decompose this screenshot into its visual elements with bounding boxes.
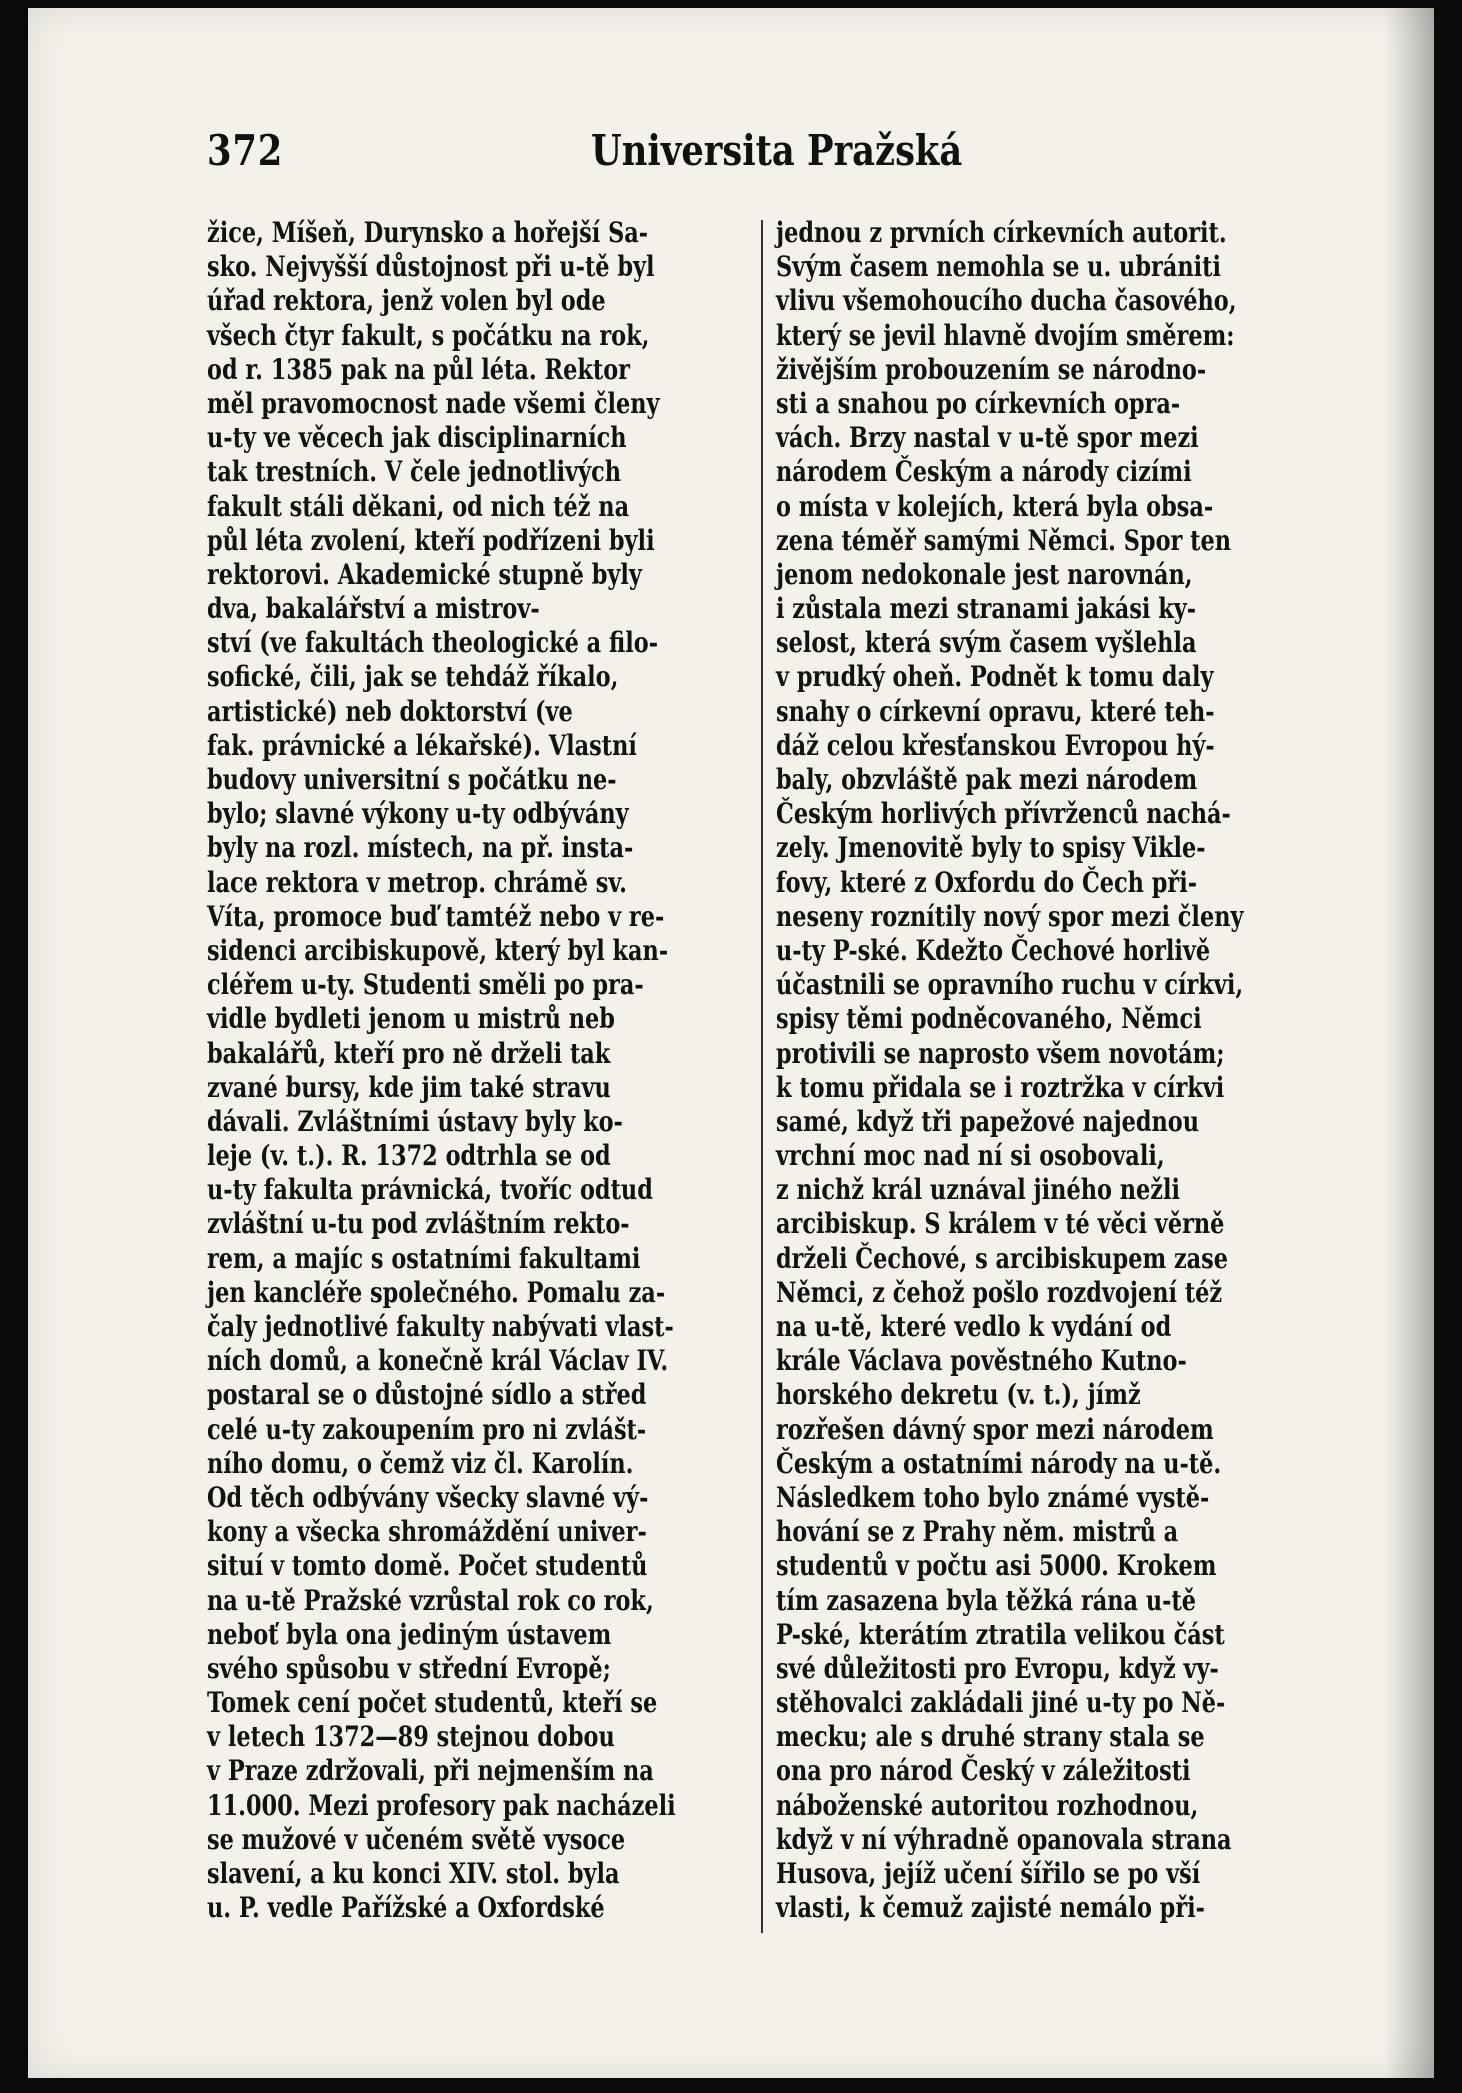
text-line: snahy o církevní opravu, které teh- bbox=[776, 694, 1215, 728]
text-line: vlasti, k čemuž zajisté nemálo při- bbox=[776, 1891, 1205, 1925]
text-line: hování se z Prahy něm. mistrů a bbox=[776, 1515, 1179, 1549]
text-line: vách. Brzy nastal v u-tě spor mezi bbox=[776, 421, 1199, 455]
text-line: v letech 1372—89 stejnou dobou bbox=[207, 1720, 615, 1754]
text-line: v prudký oheň. Podnět k tomu daly bbox=[776, 660, 1214, 694]
text-line: který se jevil hlavně dvojím směrem: bbox=[776, 318, 1235, 352]
text-line: v Praze zdržovali, při nejmenším na bbox=[207, 1754, 654, 1788]
text-line: samé, když tři papežové najednou bbox=[776, 1104, 1199, 1138]
text-line: 11.000. Mezi profesory pak nacházeli bbox=[207, 1788, 676, 1822]
left-column bbox=[207, 216, 793, 1925]
text-line: budovy universitní s počátku ne- bbox=[207, 763, 617, 796]
text-line: Husova, jejíž učení šířilo se po vší bbox=[776, 1857, 1201, 1890]
page-edge-shadow bbox=[1384, 8, 1434, 2078]
text-line: kony a všecka shromáždění univer- bbox=[207, 1515, 647, 1549]
text-line: u-ty ve věcech jak disciplinarních bbox=[207, 421, 627, 455]
text-line: od r. 1385 pak na půl léta. Rektor bbox=[207, 352, 630, 386]
text-line: i zůstala mezi stranami jakási ky- bbox=[776, 592, 1197, 626]
text-line: když v ní výhradně opanovala strana bbox=[776, 1822, 1232, 1856]
text-line: fakult stáli děkani, od nich též na bbox=[207, 489, 630, 523]
text-line: ona pro národ Český v záležitosti bbox=[776, 1754, 1191, 1788]
text-line: k tomu přidala se i roztržka v církvi bbox=[776, 1070, 1225, 1104]
text-line: Českým a ostatními národy na u-tě. bbox=[776, 1446, 1222, 1480]
text-line: protivili se naprosto všem novotám; bbox=[776, 1036, 1225, 1070]
text-line: arcibiskup. S králem v té věci věrně bbox=[776, 1207, 1225, 1241]
text-line: bakalářů, kteří pro ně drželi tak bbox=[207, 1036, 611, 1070]
text-line: jen kancléře společného. Pomalu za- bbox=[207, 1275, 666, 1309]
text-line: náboženské autoritou rozhodnou, bbox=[776, 1788, 1199, 1822]
text-line: všech čtyr fakult, s počátku na rok, bbox=[207, 318, 650, 352]
text-line: krále Václava pověstného Kutno- bbox=[776, 1344, 1187, 1378]
text-line: u-ty P-ské. Kdežto Čechové horlivě bbox=[776, 933, 1211, 967]
text-line: půl léta zvolení, kteří podřízeni byli bbox=[207, 523, 655, 557]
text-line: spisy těmi podněcovaného, Němci bbox=[776, 1002, 1202, 1036]
text-line: slavení, a ku konci XIV. stol. byla bbox=[207, 1857, 620, 1890]
text-line: zvláštní u-tu pod zvláštním rekto- bbox=[207, 1207, 630, 1241]
text-line: selost, která svým časem vyšlehla bbox=[776, 626, 1197, 660]
text-line: sidenci arcibiskupově, který byl kan- bbox=[207, 933, 669, 967]
running-title: Universita Pražská bbox=[591, 126, 963, 175]
text-line: P-ské, kterátím ztratila velikou část bbox=[776, 1617, 1225, 1651]
text-line: stěhovalci zakládali jiné u-ty po Ně- bbox=[776, 1686, 1226, 1720]
text-line: účastnili se opravního ruchu v církvi, bbox=[776, 968, 1244, 1002]
right-column bbox=[776, 216, 1360, 1925]
text-line: u-ty fakulta právnická, tvoříc odtud bbox=[207, 1173, 653, 1207]
text-line: žice, Míšeň, Durynsko a hořejší Sa- bbox=[207, 216, 649, 249]
text-line: zvané bursy, kde jim také stravu bbox=[207, 1070, 611, 1104]
text-line: lace rektora v metrop. chrámě sv. bbox=[207, 865, 627, 899]
text-line: se mužové v učeném světě vysoce bbox=[207, 1822, 626, 1856]
text-line: rem, a majíc s ostatními fakultami bbox=[207, 1241, 641, 1275]
text-line: fovy, které z Oxfordu do Čech při- bbox=[776, 865, 1198, 899]
text-line: postaral se o důstojné sídlo a střed bbox=[207, 1378, 647, 1412]
text-line: tím zasazena byla těžká rána u-tě bbox=[776, 1583, 1197, 1617]
text-line: o místa v kolejích, která byla obsa- bbox=[776, 489, 1214, 523]
text-line: drželi Čechové, s arcibiskupem zase bbox=[776, 1241, 1229, 1275]
text-line: Českým horlivých přívrženců nachá- bbox=[776, 797, 1231, 831]
text-line: Následkem toho bylo známé vystě- bbox=[776, 1480, 1210, 1514]
text-line: byly na rozl. místech, na př. insta- bbox=[207, 831, 634, 865]
text-line: jednou z prvních církevních autorit. bbox=[776, 216, 1227, 249]
text-line: na u-tě Pražské vzrůstal rok co rok, bbox=[207, 1583, 654, 1617]
text-line: leje (v. t.). R. 1372 odtrhla se od bbox=[207, 1139, 611, 1173]
text-line: rozřešen dávný spor mezi národem bbox=[776, 1412, 1214, 1446]
text-line: svého spůsobu v střední Evropě; bbox=[207, 1651, 611, 1685]
text-line: neseny roznítily nový spor mezi členy bbox=[776, 899, 1244, 933]
text-line: cléřem u-ty. Studenti směli po pra- bbox=[207, 968, 644, 1002]
text-line: u. P. vedle Pařížské a Oxfordské bbox=[207, 1891, 605, 1925]
text-line: Svým časem nemohla se u. ubrániti bbox=[776, 250, 1221, 284]
page-number: 372 bbox=[207, 126, 284, 175]
text-line: bylo; slavné výkony u-ty odbývány bbox=[207, 797, 629, 831]
text-line: dáž celou křesťanskou Evropou hý- bbox=[776, 728, 1215, 762]
text-line: úřad rektora, jenž volen byl ode bbox=[207, 284, 606, 318]
text-line: vlivu všemohoucího ducha časového, bbox=[776, 284, 1237, 318]
text-line: celé u-ty zakoupením pro ni zvlášt- bbox=[207, 1412, 647, 1446]
text-line: fak. právnické a lékařské). Vlastní bbox=[207, 728, 637, 762]
text-line: Němci, z čehož pošlo rozdvojení též bbox=[776, 1275, 1223, 1309]
text-line: jenom nedokonale jest narovnán, bbox=[776, 557, 1193, 591]
text-line: národem Českým a národy cizími bbox=[776, 455, 1192, 489]
text-line: na u-tě, které vedlo k vydání od bbox=[776, 1310, 1172, 1343]
text-line: své důležitosti pro Evropu, když vy- bbox=[776, 1651, 1219, 1685]
text-line: z nichž král uznával jiného nežli bbox=[776, 1173, 1180, 1207]
text-line: mecku; ale s druhé strany stala se bbox=[776, 1720, 1205, 1754]
text-line: situí v tomto domě. Počet studentů bbox=[207, 1549, 648, 1583]
text-line: sofické, čili, jak se tehdáž říkalo, bbox=[207, 660, 619, 694]
text-line: čaly jednotlivé fakulty nabývati vlast- bbox=[207, 1310, 674, 1343]
text-line: vidle bydleti jenom u mistrů neb bbox=[207, 1002, 615, 1036]
text-line: živějším probouzením se národno- bbox=[776, 352, 1207, 386]
text-line: dávali. Zvláštními ústavy byly ko- bbox=[207, 1104, 623, 1138]
text-line: měl pravomocnost nade všemi členy bbox=[207, 386, 660, 420]
text-line: sko. Nejvyšší důstojnost při u-tě byl bbox=[207, 250, 655, 284]
text-line: neboť byla ona jediným ústavem bbox=[207, 1617, 612, 1651]
text-line: horského dekretu (v. t.), jímž bbox=[776, 1378, 1141, 1412]
text-line: sti a snahou po církevních opra- bbox=[776, 386, 1181, 420]
text-line: Od těch odbývány všecky slavné vý- bbox=[207, 1480, 649, 1514]
text-line: tak trestních. V čele jednotlivých bbox=[207, 455, 622, 489]
text-line: rektorovi. Akademické stupně byly bbox=[207, 557, 642, 591]
text-line: vrchní moc nad ní si osobovali, bbox=[776, 1139, 1165, 1173]
text-line: ních domů, a konečně král Václav IV. bbox=[207, 1344, 669, 1378]
text-line: ního domu, o čemž viz čl. Karolín. bbox=[207, 1446, 634, 1480]
text-line: zely. Jmenovitě byly to spisy Vikle- bbox=[776, 831, 1206, 865]
column-divider bbox=[761, 220, 763, 1933]
text-line: studentů v počtu asi 5000. Krokem bbox=[776, 1549, 1217, 1583]
text-line: baly, obzvláště pak mezi národem bbox=[776, 763, 1198, 796]
text-line: zena téměř samými Němci. Spor ten bbox=[776, 523, 1232, 557]
book-page bbox=[28, 8, 1434, 2078]
text-line: Víta, promoce buď tamtéž nebo v re- bbox=[207, 899, 665, 933]
text-line: dva, bakalářství a mistrov- bbox=[207, 592, 540, 626]
text-line: artistické) neb doktorství (ve bbox=[207, 694, 573, 728]
text-line: Tomek cení počet studentů, kteří se bbox=[207, 1686, 658, 1720]
text-line: ství (ve fakultách theologické a filo- bbox=[207, 626, 658, 660]
